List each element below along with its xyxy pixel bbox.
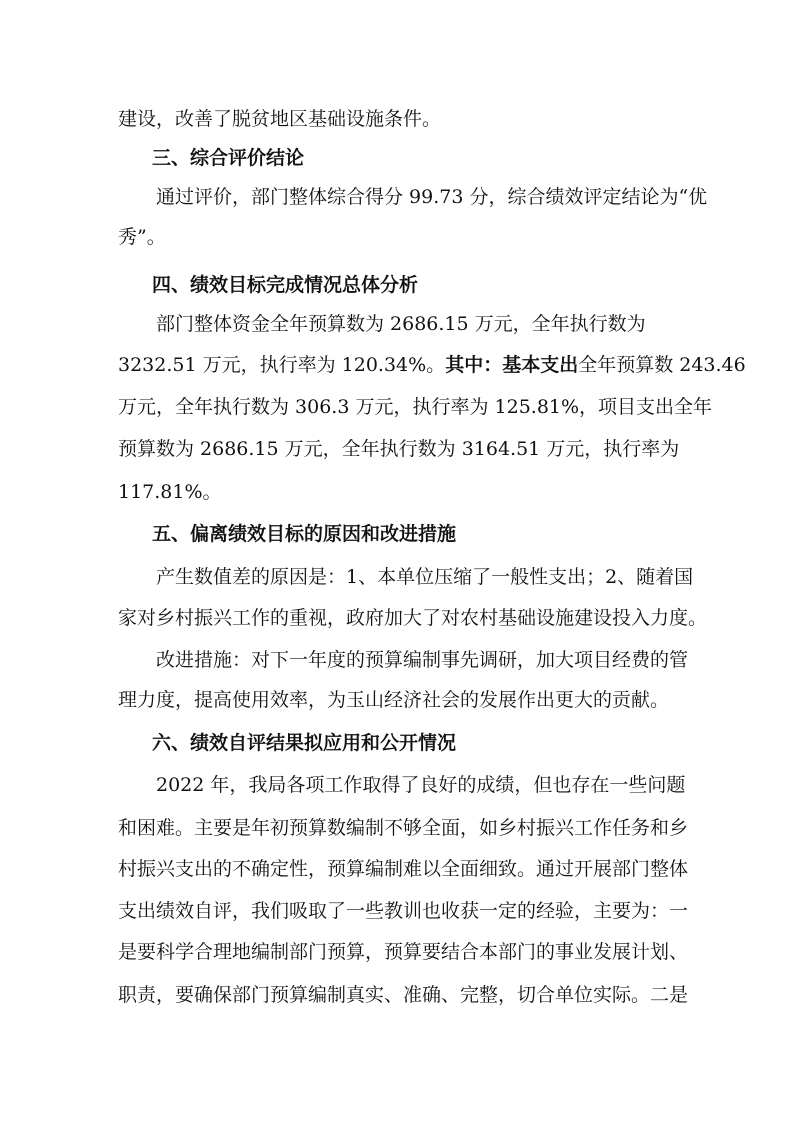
paragraph-line: 万元，全年执行数为 306.3 万元，执行率为 125.81%，项目支出全年 bbox=[118, 396, 713, 418]
section-heading-5: 五、偏离绩效目标的原因和改进措施 bbox=[152, 523, 457, 545]
paragraph-line: 建设，改善了脱贫地区基础设施条件。 bbox=[118, 108, 442, 130]
paragraph-line: 支出绩效自评，我们吸取了一些教训也收获一定的经验，主要为：一 bbox=[118, 900, 689, 922]
paragraph-line: 部门整体资金全年预算数为 2686.15 万元，全年执行数为 bbox=[156, 313, 646, 335]
paragraph-line: 2022 年，我局各项工作取得了良好的成绩，但也存在一些问题 bbox=[156, 774, 686, 796]
paragraph-line: 产生数值差的原因是：1、本单位压缩了一般性支出；2、随着国 bbox=[156, 566, 694, 588]
paragraph-line: 预算数为 2686.15 万元，全年执行数为 3164.51 万元，执行率为 bbox=[118, 438, 680, 460]
paragraph-line: 村振兴支出的不确定性，预算编制难以全面细致。通过开展部门整体 bbox=[118, 858, 689, 880]
paragraph-line bbox=[0, 353, 793, 377]
text-run: 全年预算数 243.46 bbox=[578, 354, 746, 376]
section-heading-4: 四、绩效目标完成情况总体分析 bbox=[152, 274, 419, 296]
text-run: 3232.51 万元，执行率为 120.34%。 bbox=[118, 354, 446, 376]
section-heading-6: 六、绩效自评结果拟应用和公开情况 bbox=[152, 732, 457, 754]
paragraph-line: 和困难。主要是年初预算数编制不够全面，如乡村振兴工作任务和乡 bbox=[118, 817, 689, 839]
paragraph-line: 职责，要确保部门预算编制真实、准确、完整，切合单位实际。二是 bbox=[118, 984, 689, 1006]
paragraph-line: 是要科学合理地编制部门预算，预算要结合本部门的事业发展计划、 bbox=[118, 941, 689, 963]
paragraph-line: 通过评价，部门整体综合得分 99.73 分，综合绩效评定结论为“优 bbox=[156, 186, 708, 208]
paragraph-line: 117.81%。 bbox=[118, 481, 222, 503]
section-heading-3: 三、综合评价结论 bbox=[152, 147, 305, 169]
paragraph-line: 改进措施：对下一年度的预算编制事先调研，加大项目经费的管 bbox=[156, 649, 689, 671]
bold-text-run: 其中：基本支出 bbox=[445, 354, 579, 376]
paragraph-line: 理力度，提高使用效率，为玉山经济社会的发展作出更大的贡献。 bbox=[118, 689, 670, 711]
paragraph-line: 秀”。 bbox=[118, 226, 166, 248]
paragraph-line: 家对乡村振兴工作的重视，政府加大了对农村基础设施建设投入力度。 bbox=[118, 607, 708, 629]
